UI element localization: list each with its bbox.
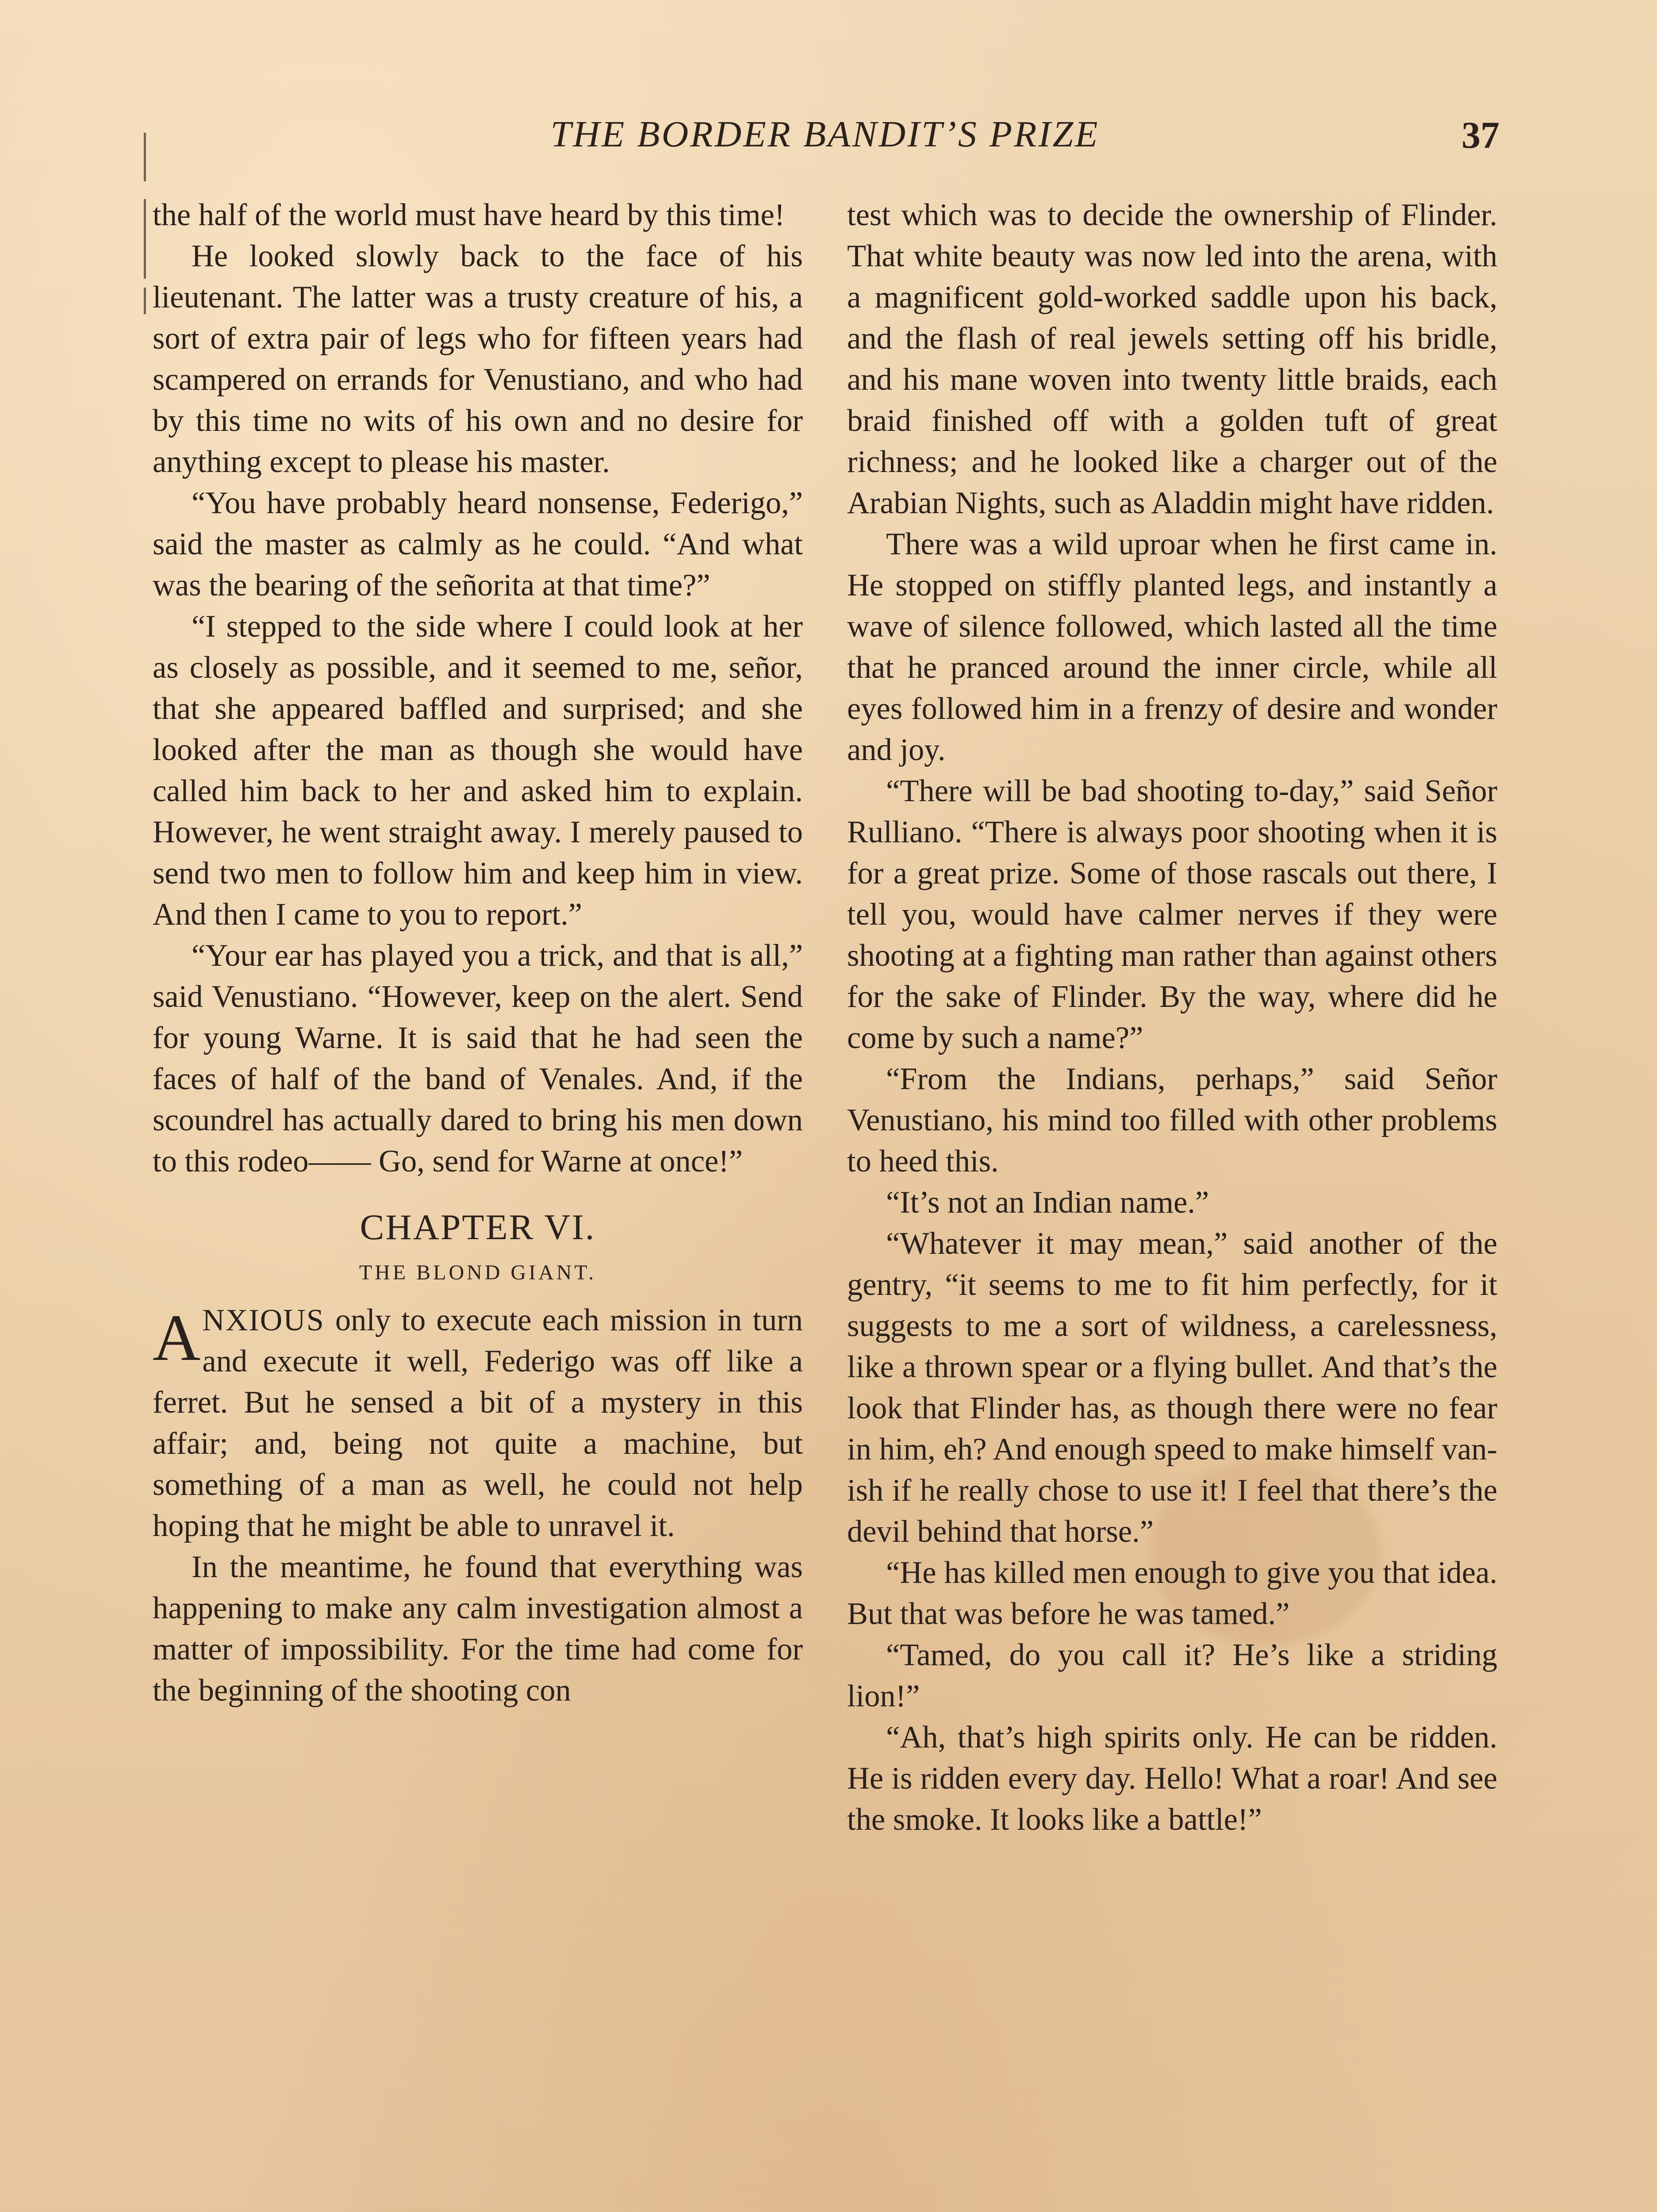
paragraph-text: only to execute each mission in turn and execute it well, Federigo was off like a ferret. But he sensed a bit of a mystery in this affair; and, being not quite a machine, but something of a man as well, he could not help hoping that he might be able to unravel it. [153, 1303, 803, 1543]
paragraph: the half of the world must have heard by this time! [153, 198, 785, 232]
paragraph: He looked slowly back to the face of his lieutenant. The latter was a trusty creature of his, a sort of extra pair of legs who for fifteen years had scampered on errands for Venustiano, and who had by this time no wits of his own and no desire for anything except to please his master. [153, 239, 803, 479]
paragraph: There was a wild uproar when he first came in. He stopped on stiffly planted legs, and instantly a wave of silence followed, which lasted all the time that he pranced around the inner circle, while all eyes followed him in a frenzy of desire and wonder and joy. [847, 527, 1497, 767]
small-caps-lead: NXIOUS [202, 1303, 325, 1337]
paragraph: “Whatever it may mean,” said another of the gentry, “it seems to me to fit him perfectly, for it suggests to me a sort of wildness, a carelessness, like a thrown spear or a flying bullet. And that’s the look that Flinder has, as though there were no fear in him, eh? And enough speed to make himself vanish if he really chose to use it! I feel that there’s the devil behind that horse.” [847, 1226, 1497, 1549]
margin-mark [144, 288, 146, 314]
paragraph: “From the Indians, perhaps,” said Señor Venustiano, his mind too filled with other problems to heed this. [847, 1062, 1497, 1179]
paragraph: test which was to decide the ownership of Flinder. That white beauty was now led into the arena, with a magnificent gold-worked saddle upon his back, and the flash of real jewels setting off his bridle, and his mane woven into twenty little braids, each braid finished off with a golden tuft of great richness; and he looked like a charger out of the Arabian Nights, such as Aladdin might have ridden. [847, 198, 1497, 520]
right-column [847, 195, 1497, 1840]
chapter-title: CHAPTER VI. [360, 1207, 596, 1247]
paragraph: “Ah, that’s high spirits only. He can be ridden. He is ridden every day. Hello! What a roar! And see the smoke. It looks like a battle!” [847, 1720, 1497, 1837]
paragraph: In the meantime, he found that everything was happening to make any calm investigation almost a matter of impossibility. For the time had come for the beginning of the shooting con [153, 1550, 803, 1708]
chapter-subtitle: THE BLOND GIANT. [359, 1261, 597, 1284]
paragraph-with-dropcap [153, 1300, 803, 1547]
paragraph: “You have probably heard nonsense, Federigo,” said the master as calmly as he could. “And what was the bearing of the señorita at that time?” [153, 486, 803, 603]
paragraph: “It’s not an Indian name.” [886, 1185, 1209, 1220]
paragraph: “He has killed men enough to give you that idea. But that was before he was tamed.” [847, 1555, 1497, 1631]
margin-mark [144, 199, 146, 279]
page-number: 37 [1461, 114, 1500, 156]
running-head: THE BORDER BANDIT’S PRIZE [550, 114, 1100, 155]
drop-cap: A [153, 1301, 201, 1375]
paragraph: “Tamed, do you call it? He’s like a striding lion!” [847, 1638, 1497, 1713]
margin-mark [144, 133, 146, 181]
paragraph: “There will be bad shooting to-day,” said Señor Rulliano. “There is always poor shooting when it is for a great prize. Some of those rascals out there, I tell you, would have calmer nerves if they were shooting at a fighting man rather than against others for the sake of Flinder. By the way, where did he come by such a name?” [847, 774, 1497, 1055]
left-column [153, 195, 803, 1711]
paragraph: “I stepped to the side where I could look at her as closely as possible, and it seemed to me, señor, that she appeared baffled and surprised; and she looked after the man as though she would have called him back to her and asked him to explain. However, he went straight away. I merely paused to send two men to follow him and keep him in view. And then I came to you to report.” [153, 609, 803, 932]
paragraph: “Your ear has played you a trick, and that is all,” said Venustiano. “However, keep on the alert. Send for young Warne. It is said that he had seen the faces of half of the band of Venales. And, if the scoundrel has actually dared to bring his men down to this rodeo—— Go, send for Warne at once!” [153, 938, 803, 1179]
page-header [150, 113, 1500, 166]
